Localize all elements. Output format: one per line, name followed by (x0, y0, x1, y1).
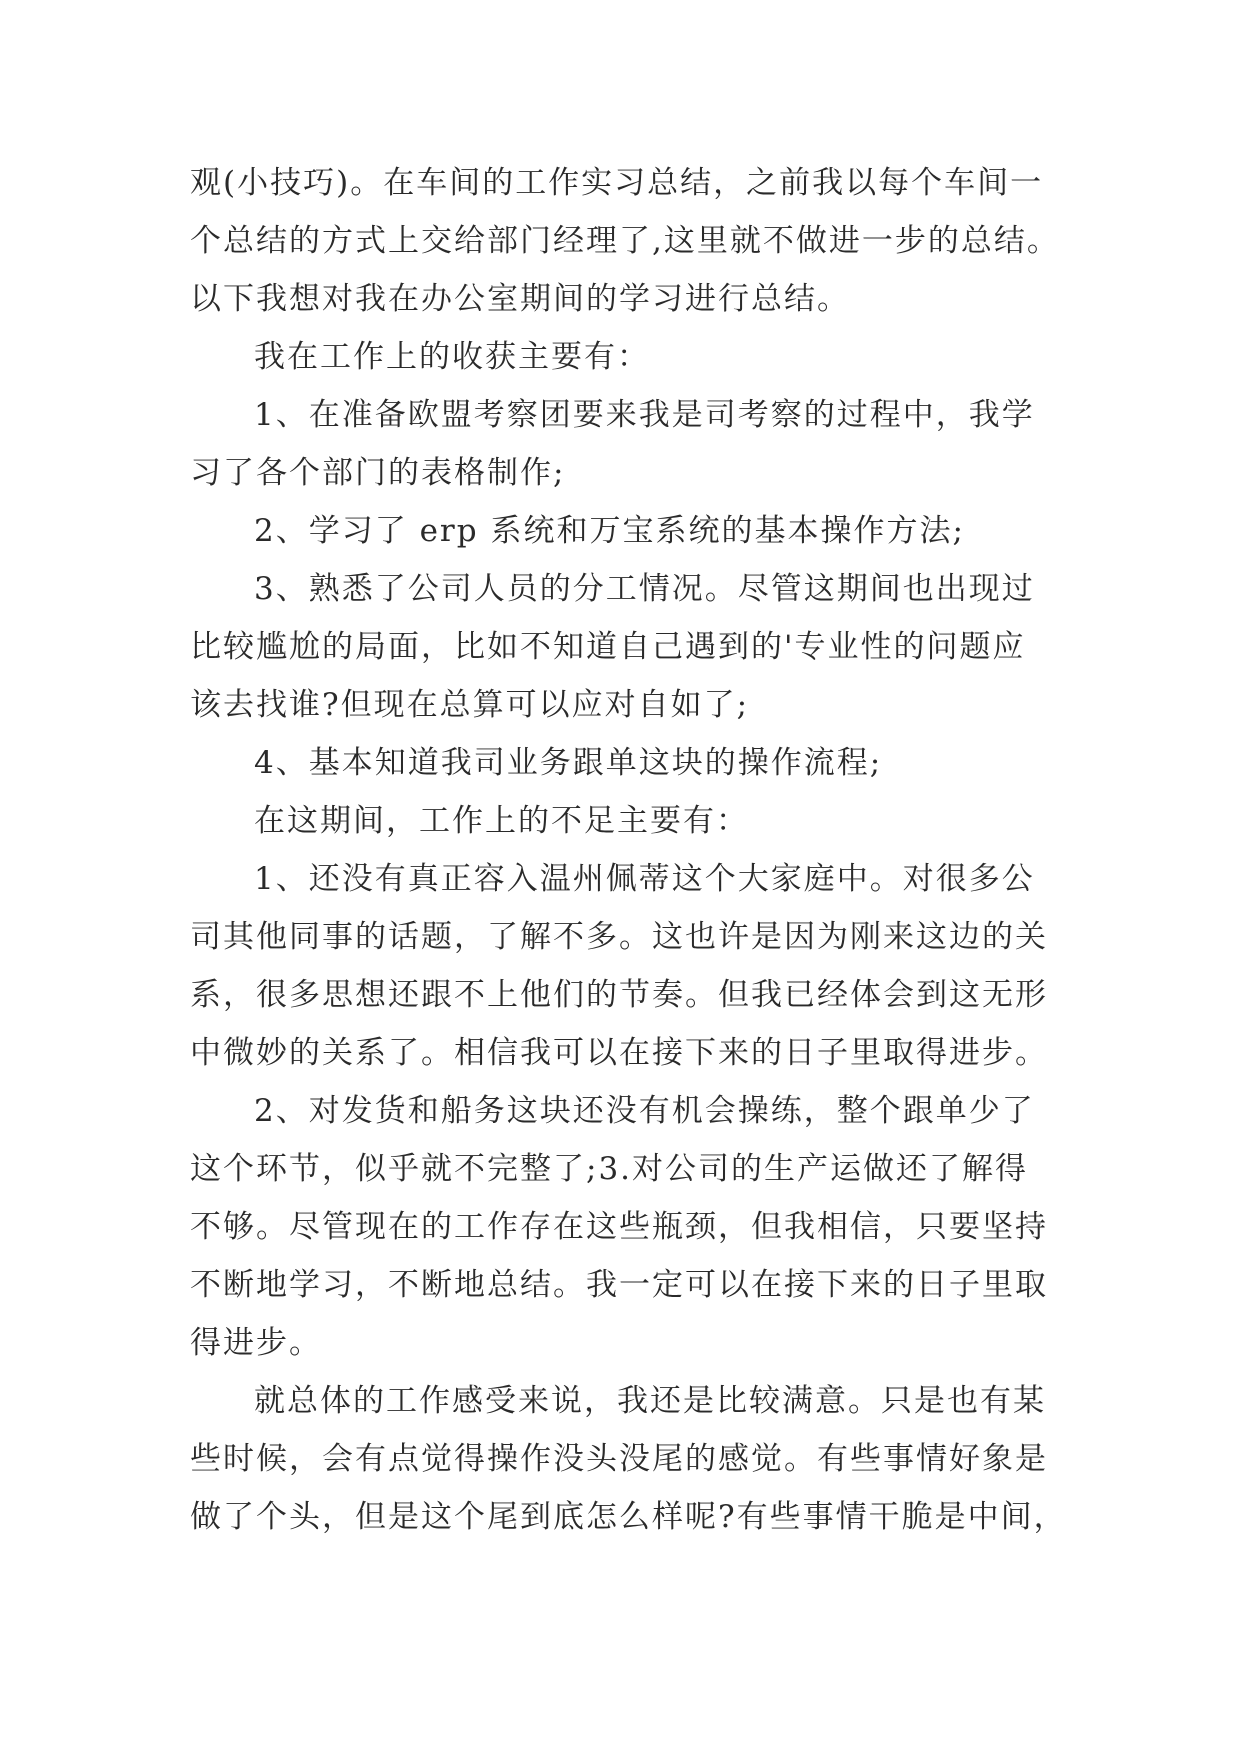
text-line: 不断地学习，不断地总结。我一定可以在接下来的日子里取 (190, 1267, 1048, 1303)
text-line: 观(小技巧)。在车间的工作实习总结，之前我以每个车间一 (190, 165, 1044, 201)
text-line: 做了个头，但是这个尾到底怎么样呢?有些事情干脆是中间， (190, 1499, 1067, 1535)
text-line: 我在工作上的收获主要有： (254, 339, 650, 375)
text-line: 系，很多思想还跟不上他们的节奏。但我已经体会到这无形 (190, 977, 1048, 1013)
text-line: 些时候，会有点觉得操作没头没尾的感觉。有些事情好象是 (190, 1441, 1048, 1477)
text-line: 1、在准备欧盟考察团要来我是司考察的过程中，我学 (254, 397, 1035, 433)
text-line: 习了各个部门的表格制作; (190, 455, 566, 491)
text-line: 1、还没有真正容入温州佩蒂这个大家庭中。对很多公 (254, 861, 1035, 897)
text-line: 就总体的工作感受来说，我还是比较满意。只是也有某 (254, 1383, 1046, 1419)
text-line: 比较尴尬的局面，比如不知道自己遇到的'专业性的问题应 (190, 629, 1026, 665)
body-text (190, 154, 1090, 1546)
text-line: 3、熟悉了公司人员的分工情况。尽管这期间也出现过 (254, 571, 1035, 607)
text-line: 不够。尽管现在的工作存在这些瓶颈，但我相信，只要坚持 (190, 1209, 1048, 1245)
text-line: 该去找谁?但现在总算可以应对自如了; (190, 687, 750, 723)
text-line: 2、对发货和船务这块还没有机会操练，整个跟单少了 (254, 1093, 1035, 1129)
text-line: 这个环节，似乎就不完整了;3.对公司的生产运做还了解得 (190, 1151, 1029, 1187)
text-line: 2、学习了 erp 系统和万宝系统的基本操作方法; (254, 513, 965, 549)
text-line: 司其他同事的话题，了解不多。这也许是因为刚来这边的关 (190, 919, 1048, 955)
text-line: 中微妙的关系了。相信我可以在接下来的日子里取得进步。 (190, 1035, 1048, 1071)
text-line: 得进步。 (190, 1325, 322, 1361)
text-line: 个总结的方式上交给部门经理了,这里就不做进一步的总结。 (190, 223, 1060, 259)
text-line: 在这期间，工作上的不足主要有： (254, 803, 749, 839)
text-line: 以下我想对我在办公室期间的学习进行总结。 (190, 281, 850, 317)
text-line: 4、基本知道我司业务跟单这块的操作流程; (254, 745, 883, 781)
